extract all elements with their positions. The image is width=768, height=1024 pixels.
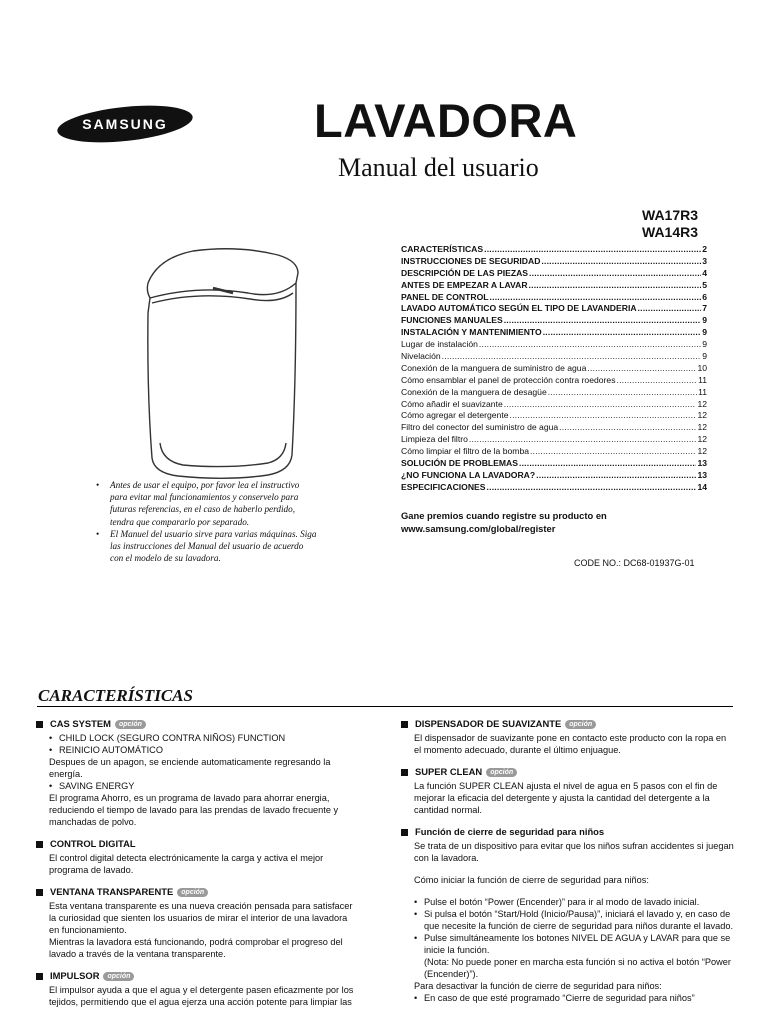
feature-bullet: • Pulse el botón “Power (Encender)” para ir al modo de lavado inicial. <box>414 896 735 908</box>
toc-entry-page: 5 <box>702 279 707 290</box>
toc-entry[interactable] <box>401 292 707 304</box>
toc-entry-label: Nivelación <box>401 351 441 362</box>
toc-entry-page: 9 <box>702 315 707 326</box>
toc-leader-dots <box>529 268 701 278</box>
note-item: • Antes de usar el equipo, por favor lea el instructivo para evitar mal funcionamientos y conservelo para futuras referencias, en el caso de haberlo perdido, tendra que compararlo por separado. <box>96 479 318 528</box>
feature-text: Esta ventana transparente es una nueva creación pensada para satisfacer la curiosidad que sienten los usuarios de mirar el interior de una lavadora en funcionamiento. <box>49 901 353 935</box>
feature-text: Despues de un apagon, se enciende automaticamente regresando la energía. <box>49 757 331 779</box>
toc-entry[interactable] <box>401 339 707 351</box>
toc-entry-label: Conexión de la manguera de suministro de agua <box>401 362 587 373</box>
toc-entry-page: 9 <box>702 339 707 350</box>
feature-note: (Nota: No puede poner en marcha esta función si no activa el botón “Power (Encender)”). <box>424 957 731 979</box>
toc-entry-label: ESPECIFICACIONES <box>401 481 486 492</box>
toc-entry-page: 2 <box>702 244 707 254</box>
feature-text: El dispensador de suavizante pone en contacto este producto con la ropa en el momento adecuado, durante el último enjuague. <box>414 733 727 755</box>
toc-entry[interactable] <box>401 434 707 446</box>
feature-title: DISPENSADOR DE SUAVIZANTE <box>415 718 562 729</box>
feature-text: Se trata de un dispositivo para evitar que los niños sufran accidentes si juegan con la lavadora. <box>414 841 734 863</box>
toc-entry-page: 10 <box>697 362 707 373</box>
register-promo <box>401 510 607 535</box>
feature-text: El control digital detecta electrónicamente la carga y activa el mejor programa de lavado. <box>49 853 324 875</box>
toc-entry[interactable] <box>401 327 707 339</box>
feature-bullet: • CHILD LOCK (SEGURO CONTRA NIÑOS) FUNCTION <box>49 732 356 744</box>
model-list <box>642 207 698 241</box>
toc-entry-page: 9 <box>702 327 707 338</box>
usage-notes <box>96 479 318 564</box>
toc-entry-label: Lugar de instalación <box>401 339 478 350</box>
toc-leader-dots <box>490 292 702 302</box>
toc-entry-label: LAVADO AUTOMÁTICO SEGÚN EL TIPO DE LAVANDERIA <box>401 303 637 314</box>
toc-entry[interactable] <box>401 315 707 327</box>
toc-entry[interactable] <box>401 303 707 315</box>
toc-entry-page: 12 <box>697 398 707 409</box>
toc-entry[interactable] <box>401 268 707 280</box>
page-subtitle: Manual del usuario <box>338 153 539 182</box>
toc-leader-dots <box>484 244 701 254</box>
toc-entry-label: FUNCIONES MANUALES <box>401 315 503 326</box>
square-bullet-icon <box>401 721 408 728</box>
toc-entry-page: 13 <box>697 458 707 469</box>
toc-leader-dots <box>617 375 698 385</box>
table-of-contents <box>401 244 707 494</box>
toc-leader-dots <box>548 387 697 397</box>
toc-leader-dots <box>504 315 702 325</box>
features-right-column <box>401 718 735 1014</box>
toc-entry-label: Cómo ensamblar el panel de protección contra roedores <box>401 374 616 385</box>
model-number: WA14R3 <box>642 224 699 240</box>
toc-entry-page: 9 <box>702 351 707 362</box>
toc-entry-page: 12 <box>697 410 707 421</box>
toc-leader-dots <box>469 434 697 444</box>
toc-entry[interactable] <box>401 446 707 458</box>
toc-leader-dots <box>536 470 696 480</box>
feature-bullet <box>414 932 735 980</box>
feature-ventana-transparente <box>36 886 356 960</box>
note-item: • El Manuel del usuario sirve para varias máquinas. Siga las instrucciones del Manual del usuario de acuerdo con el modelo de su lavadora. <box>96 528 318 565</box>
square-bullet-icon <box>36 889 43 896</box>
option-badge: opción <box>486 768 517 777</box>
toc-leader-dots <box>543 327 702 337</box>
feature-title: SUPER CLEAN <box>415 766 483 777</box>
toc-entry[interactable] <box>401 363 707 375</box>
toc-entry-label: ANTES DE EMPEZAR A LAVAR <box>401 279 528 290</box>
feature-title: VENTANA TRANSPARENTE <box>50 886 174 897</box>
toc-leader-dots <box>442 351 702 361</box>
toc-entry[interactable] <box>401 387 707 399</box>
code-number: CODE NO.: DC68-01937G-01 <box>574 558 695 568</box>
toc-entry-page: 12 <box>697 422 707 433</box>
toc-entry-page: 4 <box>702 267 707 278</box>
toc-entry-label: Cómo agregar el detergente <box>401 410 509 421</box>
feature-super-clean <box>401 766 735 816</box>
toc-entry-page: 12 <box>697 446 707 457</box>
toc-entry[interactable] <box>401 422 707 434</box>
toc-entry[interactable] <box>401 375 707 387</box>
toc-entry-page: 11 <box>698 386 707 397</box>
toc-leader-dots <box>504 399 697 409</box>
toc-entry[interactable] <box>401 244 707 256</box>
toc-entry[interactable] <box>401 256 707 268</box>
toc-entry-page: 14 <box>697 481 707 492</box>
option-badge: opción <box>565 720 596 729</box>
toc-leader-dots <box>587 363 696 373</box>
feature-title: Función de cierre de seguridad para niños <box>415 826 605 837</box>
register-text: Gane premios cuando registre su producto en <box>401 510 607 521</box>
feature-bullet: • REINICIO AUTOMÁTICO <box>49 744 356 756</box>
square-bullet-icon <box>401 769 408 776</box>
toc-entry[interactable] <box>401 470 707 482</box>
section-title: CARACTERÍSTICAS <box>38 686 193 705</box>
toc-entry[interactable] <box>401 351 707 363</box>
toc-entry-label: SOLUCIÓN DE PROBLEMAS <box>401 458 518 469</box>
toc-entry-label: INSTALACIÓN Y MANTENIMIENTO <box>401 327 542 338</box>
toc-entry-label: Conexión de la manguera de desagüe <box>401 386 547 397</box>
toc-entry-label: Cómo limpiar el filtro de la bomba <box>401 446 530 457</box>
option-badge: opción <box>115 720 146 729</box>
toc-leader-dots <box>559 422 696 432</box>
section-divider <box>37 706 733 707</box>
toc-entry-page: 7 <box>702 303 707 314</box>
washer-illustration <box>138 243 308 488</box>
feature-text: Mientras la lavadora está funcionando, podrá comprobar el progreso del lavado a través de la ventana transparente. <box>49 937 343 959</box>
toc-entry[interactable] <box>401 458 707 470</box>
toc-leader-dots <box>479 339 701 349</box>
feature-text: Cómo iniciar la función de cierre de seguridad para niños: <box>414 875 649 885</box>
feature-cas-system <box>36 718 356 828</box>
toc-entry-page: 3 <box>702 255 707 266</box>
features-left-column <box>36 718 356 1018</box>
toc-entry-page: 6 <box>702 291 707 302</box>
toc-entry-page: 11 <box>698 374 707 385</box>
toc-entry[interactable] <box>401 399 707 411</box>
toc-leader-dots <box>487 482 697 492</box>
feature-text: El programa Ahorro, es un programa de lavado para ahorrar energia, reduciendo el tiempo de lavado para las prendas de lavado frecuente y manchadas de polvo. <box>49 793 339 827</box>
toc-entry-label: Cómo añadir el suavizante <box>401 398 503 409</box>
feature-text: Para desactivar la función de cierre de seguridad para niños: <box>414 981 662 991</box>
square-bullet-icon <box>36 841 43 848</box>
toc-leader-dots <box>541 256 701 266</box>
toc-entry[interactable] <box>401 410 707 422</box>
toc-entry-label: PANEL DE CONTROL <box>401 291 489 302</box>
toc-entry-page: 13 <box>697 469 707 480</box>
feature-text: La función SUPER CLEAN ajusta el nivel de agua en 5 pasos con el fin de mejorar la eficacia del detergente y ajusta la cantidad del detergente a la cantidad normal. <box>414 781 718 815</box>
toc-leader-dots <box>638 303 702 313</box>
page-title: LAVADORA <box>314 94 578 147</box>
square-bullet-icon <box>401 829 408 836</box>
square-bullet-icon <box>36 973 43 980</box>
feature-bullet-text: Pulse simultáneamente los botones NIVEL DE AGUA y LAVAR para que se inicie la función. <box>424 933 731 955</box>
feature-dispensador-suavizante <box>401 718 735 756</box>
toc-entry-label: Filtro del conector del suministro de agua <box>401 422 559 433</box>
feature-bullet: • SAVING ENERGY <box>49 780 356 792</box>
model-number: WA17R3 <box>642 207 699 223</box>
toc-entry-page: 12 <box>697 434 707 445</box>
toc-entry-label: INSTRUCCIONES DE SEGURIDAD <box>401 255 541 266</box>
toc-entry-label: CARACTERÍSTICAS <box>401 244 484 254</box>
feature-title: CAS SYSTEM <box>50 718 111 729</box>
option-badge: opción <box>103 972 134 981</box>
toc-entry-label: Limpieza del filtro <box>401 434 468 445</box>
toc-leader-dots <box>530 446 696 456</box>
register-url[interactable]: www.samsung.com/global/register <box>401 522 556 534</box>
toc-entry[interactable] <box>401 482 707 494</box>
toc-leader-dots <box>510 410 697 420</box>
samsung-logo <box>55 104 195 144</box>
square-bullet-icon <box>36 721 43 728</box>
toc-entry[interactable] <box>401 280 707 292</box>
feature-control-digital <box>36 838 356 876</box>
feature-text: El impulsor ayuda a que el agua y el detergente pasen eficazmente por los tejidos, permitiendo que el agua ejerza una acción potente para limpiar las <box>49 985 354 1007</box>
feature-bullet: • Si pulsa el botón “Start/Hold (Inicio/Pausa)”, iniciará el lavado y, en caso de que necesite la función de cierre de seguridad para niños durante el lavado. <box>414 908 735 932</box>
feature-bullet: • En caso de que esté programado “Cierre de seguridad para niños” <box>414 992 735 1004</box>
toc-entry-label: ¿NO FUNCIONA LA LAVADORA? <box>401 469 536 480</box>
feature-title: IMPULSOR <box>50 970 100 981</box>
feature-impulsor <box>36 970 356 1008</box>
toc-leader-dots <box>529 280 702 290</box>
option-badge: opción <box>177 888 208 897</box>
toc-leader-dots <box>519 458 696 468</box>
feature-cierre-seguridad <box>401 826 735 1004</box>
feature-title: CONTROL DIGITAL <box>50 838 136 849</box>
toc-entry-label: DESCRIPCIÓN DE LAS PIEZAS <box>401 267 529 278</box>
samsung-logo-text: SAMSUNG <box>82 116 168 132</box>
